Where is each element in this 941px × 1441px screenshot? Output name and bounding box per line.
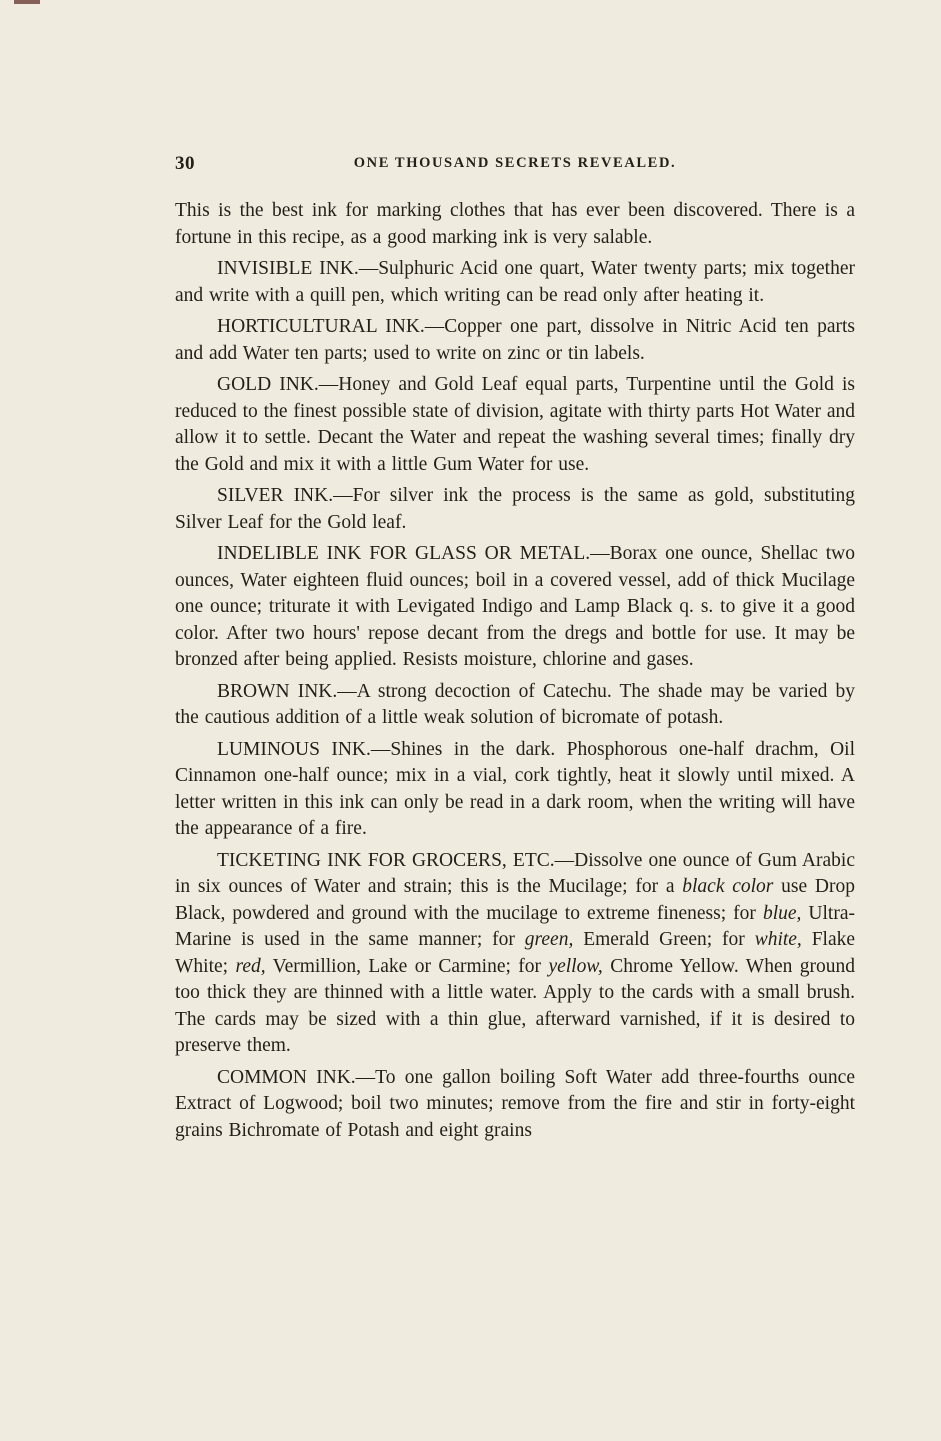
- text-segment: INDELIBLE INK FOR GLASS OR METAL.—Borax one ounce, Shellac two ounces, Water eighteen fluid ounces; boil in a covered vessel, add of thick Mucilage one ounce; triturate it with Levigated Indigo and Lamp Black q. s. to give it a good color. After two hours' repose decant from the dregs and bottle for use. It may be bronzed after being applied. Resists moisture, chlorine and gases.: [175, 543, 855, 670]
- italic-text-segment: white,: [754, 929, 802, 950]
- text-segment: INVISIBLE INK.—Sulphuric Acid one quart, Water twenty parts; mix together and write with a quill pen, which writing can be read only after heating it.: [175, 258, 855, 306]
- text-segment: Ultra-Marine is used in the same manner; for: [175, 902, 855, 950]
- paragraph: [175, 256, 855, 309]
- paragraph: [175, 198, 855, 251]
- italic-text-segment: green,: [524, 929, 574, 950]
- text-segment: Chrome Yellow. When ground too thick they are thinned with a little water. Apply to the cards with a small brush. The cards may be sized with a thin glue, afterward varnished, if it is desired to preserve them.: [175, 955, 855, 1056]
- paragraph: [175, 848, 855, 1060]
- paragraph: [175, 372, 855, 478]
- paragraph: [175, 483, 855, 536]
- paragraph: [175, 314, 855, 367]
- paragraph: [175, 541, 855, 674]
- running-title: ONE THOUSAND SECRETS REVEALED.: [353, 155, 677, 171]
- italic-text-segment: blue,: [762, 902, 802, 924]
- text-segment: SILVER INK.—For silver ink the process is the same as gold, substituting Silver Leaf for the Gold leaf.: [175, 485, 855, 533]
- text-segment: use Drop Black, powdered and ground with the mucilage to extreme fineness; for: [175, 876, 855, 924]
- text-segment: COMMON INK.—To one gallon boiling Soft Water add three-fourths ounce Extract of Logwood; boil two minutes; remove from the fire and stir in forty-eight grains Bichromate of Potash and eight grains: [175, 1066, 855, 1141]
- paragraph: [175, 1065, 855, 1145]
- text-segment: Emerald Green; for: [573, 929, 755, 950]
- italic-text-segment: yellow,: [548, 955, 603, 977]
- scan-artifact: [14, 0, 40, 4]
- text-segment: HORTICULTURAL INK.—Copper one part, dissolve in Nitric Acid ten parts and add Water ten parts; used to write on zinc or tin labels.: [175, 316, 855, 364]
- text-segment: GOLD INK.—Honey and Gold Leaf equal parts, Turpentine until the Gold is reduced to the finest possible state of division, agitate with thirty parts Hot Water and allow it to settle. Decant the Water and repeat the washing several times; finally dry the Gold and mix it with a little Gum Water for use.: [175, 374, 855, 475]
- page-header: [175, 152, 855, 176]
- italic-text-segment: red,: [235, 955, 266, 977]
- text-segment: Vermillion, Lake or Carmine; for: [265, 955, 549, 977]
- text-segment: Flake White;: [175, 929, 856, 977]
- page-body: [175, 198, 855, 1144]
- paragraph: [175, 737, 855, 843]
- italic-text-segment: black color: [682, 876, 774, 897]
- text-segment: TICKETING INK FOR GROCERS, ETC.—Dissolve one ounce of Gum Arabic in six ounces of Water and strain; this is the Mucilage; for a: [175, 849, 855, 897]
- text-segment: LUMINOUS INK.—Shines in the dark. Phosphorous one-half drachm, Oil Cinnamon one-half ounce; mix in a vial, cork tightly, heat it slowly until mixed. A letter written in this ink can only be read in a dark room, when the writing will have the appearance of a fire.: [175, 738, 855, 839]
- paragraph: [175, 679, 855, 732]
- page-number: 30: [175, 153, 195, 174]
- text-segment: BROWN INK.—A strong decoction of Catechu. The shade may be varied by the cautious addition of a little weak solution of bicromate of potash.: [175, 680, 855, 728]
- text-segment: This is the best ink for marking clothes that has ever been discovered. There is a fortune in this recipe, as a good marking ink is very salable.: [175, 200, 855, 248]
